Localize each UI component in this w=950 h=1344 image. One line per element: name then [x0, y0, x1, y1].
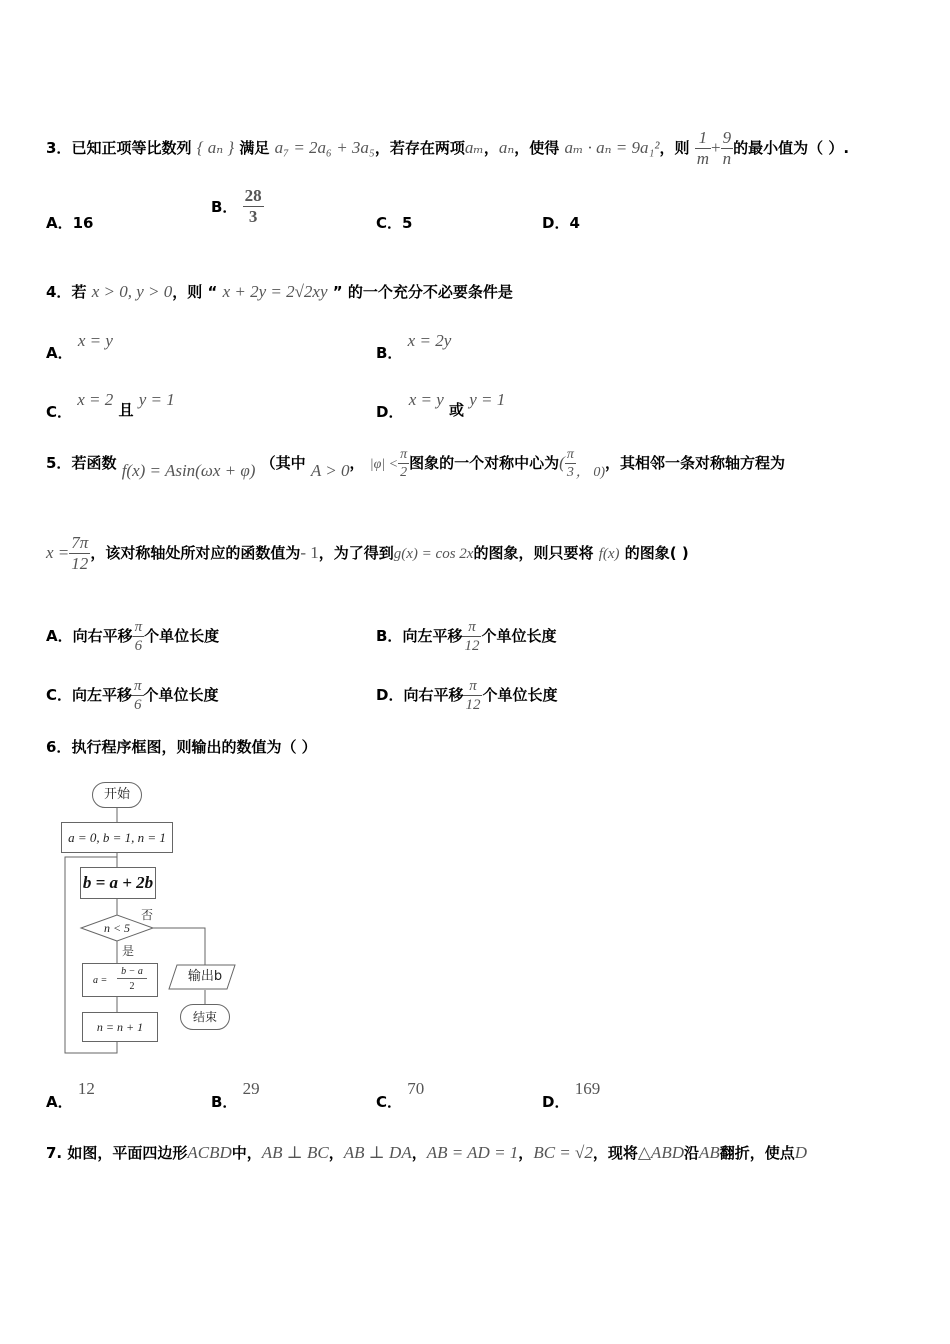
option-label: D． — [376, 686, 404, 704]
flow-start: 开始 — [92, 782, 142, 808]
math-fraction — [398, 446, 409, 481]
option-text: 个单位长度 — [144, 627, 220, 645]
question-4-stem — [46, 281, 513, 302]
option-text: 向左平移 — [72, 686, 133, 704]
question-number: 7. — [46, 1144, 63, 1162]
fraction-numerator: π — [566, 447, 574, 462]
option-a[interactable] — [46, 330, 113, 362]
stem-text: ，为了得到 — [318, 544, 394, 562]
stem-text: 若函数 — [71, 454, 117, 472]
flow-a-lhs: a = — [93, 975, 108, 986]
option-value: y = 1 — [469, 390, 506, 409]
stem-text: 的图象，则只要将 — [473, 544, 594, 562]
fraction-denominator: 6 — [134, 697, 142, 713]
option-value: 29 — [242, 1079, 260, 1098]
math-term: aₙ — [498, 138, 515, 157]
math-condition: x > 0, y > 0 — [91, 282, 173, 301]
question-number: 6． — [46, 738, 72, 756]
flow-end: 结束 — [180, 1004, 230, 1030]
stem-text: 如图，平面四边形 — [62, 1144, 188, 1162]
fraction-numerator: 1 — [695, 128, 711, 149]
stem-text: 的最小值为（ ）. — [733, 139, 850, 157]
option-value: 169 — [574, 1079, 601, 1098]
stem-text: 的图象( ) — [624, 544, 689, 562]
option-a[interactable] — [46, 212, 93, 233]
flow-init: a = 0, b = 1, n = 1 — [61, 822, 173, 853]
fraction-denominator: 12 — [71, 554, 89, 573]
math-fraction — [463, 677, 482, 714]
fraction-numerator: π — [400, 447, 408, 462]
flow-update-a — [82, 963, 158, 997]
stem-text: ，若存在两项 — [374, 139, 465, 157]
option-d[interactable] — [376, 677, 557, 714]
fraction-numerator: 7π — [71, 533, 89, 552]
stem-text: ，该对称轴处所对应的函数值为 — [90, 544, 301, 562]
option-a[interactable] — [46, 1078, 95, 1111]
option-label: C． — [376, 214, 403, 232]
fraction-numerator: 28 — [244, 186, 262, 205]
option-label: A． — [46, 627, 73, 645]
option-label: D． — [376, 403, 404, 421]
option-value: 5 — [402, 214, 413, 232]
stem-text: 执行程序框图，则输出的数值为（ ） — [71, 738, 317, 756]
flow-no-label: 否 — [141, 908, 154, 922]
stem-text: 沿 — [683, 1144, 699, 1162]
fraction-numerator: π — [462, 618, 481, 637]
math-fraction — [69, 533, 90, 574]
stem-text: ，使得 — [514, 139, 560, 157]
math-paren: ， 0) — [575, 465, 605, 480]
math-condition: |φ| < — [369, 457, 399, 472]
option-value: x = y — [77, 331, 113, 350]
math-condition: A > 0 — [310, 461, 350, 480]
math-term: △ABD — [637, 1143, 684, 1162]
question-5-stem-line1 — [46, 446, 785, 481]
math-fraction — [721, 128, 734, 169]
stem-text: ， — [483, 139, 499, 157]
question-number: 4． — [46, 283, 72, 301]
question-number: 3． — [46, 139, 72, 157]
option-value: x = 2y — [407, 331, 452, 350]
math-function: f(x) = Asin(ωx + φ) — [121, 461, 256, 480]
option-c[interactable] — [46, 677, 219, 714]
flowchart — [55, 775, 255, 1065]
option-value: x = y — [408, 390, 444, 409]
flow-yes-label: 是 — [122, 944, 135, 958]
stem-text: ，则 — [659, 139, 690, 157]
stem-text: 翻折，使点 — [719, 1144, 795, 1162]
option-text: 个单位长度 — [482, 686, 558, 704]
option-c[interactable] — [376, 212, 412, 233]
stem-text: 图象的一个对称中心为 — [409, 454, 560, 472]
stem-text: ， — [349, 454, 365, 472]
fraction-denominator: m — [696, 149, 710, 168]
option-label: C． — [46, 403, 73, 421]
math-equation: aₘ · aₙ = 9a₁² — [564, 138, 660, 157]
question-6-stem — [46, 736, 317, 757]
stem-text: ， — [411, 1144, 427, 1162]
math-function: g(x) = cos 2x — [393, 546, 474, 562]
option-b[interactable] — [376, 618, 556, 655]
option-d[interactable] — [542, 212, 580, 233]
flow-a-numerator: b − a — [117, 966, 147, 979]
option-value: y = 1 — [138, 390, 175, 409]
option-text: 向左平移 — [402, 627, 463, 645]
flow-output: 输出b — [187, 969, 223, 984]
math-term: D — [794, 1143, 808, 1162]
option-value: 16 — [72, 214, 94, 232]
math-condition: AB = AD = 1 — [426, 1143, 519, 1162]
flow-condition: n < 5 — [103, 921, 131, 935]
option-text: 个单位长度 — [143, 686, 219, 704]
math-fraction — [133, 618, 145, 655]
math-condition: AB ⊥ DA — [343, 1143, 412, 1162]
option-value: 12 — [77, 1079, 95, 1098]
math-fraction — [695, 128, 711, 169]
option-label: A． — [46, 1093, 73, 1111]
option-label: D． — [542, 214, 570, 232]
option-b[interactable] — [376, 330, 452, 362]
math-condition: BC = √2 — [533, 1143, 593, 1162]
stem-text: ，现将 — [592, 1144, 638, 1162]
question-7-stem — [46, 1142, 807, 1163]
fraction-denominator: 3 — [566, 465, 574, 480]
option-label: A． — [46, 214, 73, 232]
option-value: 4 — [569, 214, 580, 232]
option-label: C． — [376, 1093, 403, 1111]
fraction-denominator: 3 — [248, 207, 258, 226]
flow-update-n: n = n + 1 — [82, 1012, 158, 1042]
fraction-denominator: 6 — [134, 638, 143, 654]
stem-text: ，其相邻一条对称轴方程为 — [605, 454, 786, 472]
option-label: C． — [46, 686, 73, 704]
option-d[interactable] — [376, 389, 506, 421]
fraction-numerator: π — [134, 678, 142, 694]
option-value: 70 — [407, 1079, 425, 1098]
option-label: D． — [542, 1093, 570, 1111]
option-a[interactable] — [46, 618, 219, 655]
flow-step: b = a + 2b — [80, 867, 156, 899]
fraction-denominator: 12 — [465, 697, 481, 713]
stem-text: 已知正项等比数列 — [71, 139, 192, 157]
option-c[interactable] — [376, 1078, 425, 1111]
math-operator: + — [711, 138, 721, 157]
option-b[interactable] — [211, 1078, 260, 1111]
question-5-stem-line2 — [46, 533, 689, 574]
option-label: B． — [376, 344, 403, 362]
math-term: aₘ — [464, 138, 484, 157]
option-connector: 或 — [448, 401, 464, 419]
question-number: 5． — [46, 454, 72, 472]
stem-text: 中， — [231, 1144, 262, 1162]
math-value: - 1 — [300, 543, 319, 562]
option-c[interactable] — [46, 389, 175, 421]
stem-text: ” 的一个充分不必要条件是 — [332, 283, 513, 301]
question-3-stem — [46, 128, 849, 169]
math-condition: AB ⊥ BC — [261, 1143, 329, 1162]
flow-a-denominator: 2 — [129, 981, 135, 992]
math-fraction — [565, 446, 576, 481]
option-value: x = 2 — [77, 390, 114, 409]
option-text: 向右平移 — [403, 686, 464, 704]
math-term: AB — [699, 1143, 720, 1162]
stem-text: 满足 — [239, 139, 270, 157]
option-text: 个单位长度 — [481, 627, 557, 645]
option-label: A． — [46, 344, 73, 362]
stem-text: ， — [328, 1144, 344, 1162]
math-equation: a₇ = 2a₆ + 3a₅ — [274, 138, 375, 157]
fraction-denominator: n — [722, 149, 732, 168]
option-text: 向右平移 — [72, 627, 133, 645]
stem-text: （其中 — [260, 454, 306, 472]
option-label: B． — [211, 198, 238, 216]
fraction-numerator: π — [134, 619, 143, 635]
math-sequence: { aₙ } — [196, 138, 235, 157]
option-d[interactable] — [542, 1078, 601, 1111]
option-connector: 且 — [118, 401, 134, 419]
math-equation: x = — [46, 543, 70, 562]
math-term: ACBD — [187, 1143, 232, 1162]
fraction-numerator: 9 — [722, 128, 732, 147]
math-function: f(x) — [598, 546, 620, 562]
stem-text: 若 — [71, 283, 87, 301]
math-paren: ( — [559, 453, 565, 472]
stem-text: ，则 “ — [172, 283, 218, 301]
math-fraction — [462, 618, 481, 655]
math-fraction — [132, 677, 144, 714]
math-equation: x + 2y = 2√2xy — [222, 282, 328, 301]
option-label: B． — [211, 1093, 238, 1111]
option-b[interactable] — [211, 186, 264, 227]
fraction-denominator: 12 — [464, 638, 480, 654]
fraction-denominator: 2 — [400, 465, 408, 480]
option-label: B． — [376, 627, 403, 645]
math-fraction — [243, 186, 264, 227]
fraction-numerator: π — [463, 677, 482, 696]
stem-text: ， — [518, 1144, 534, 1162]
